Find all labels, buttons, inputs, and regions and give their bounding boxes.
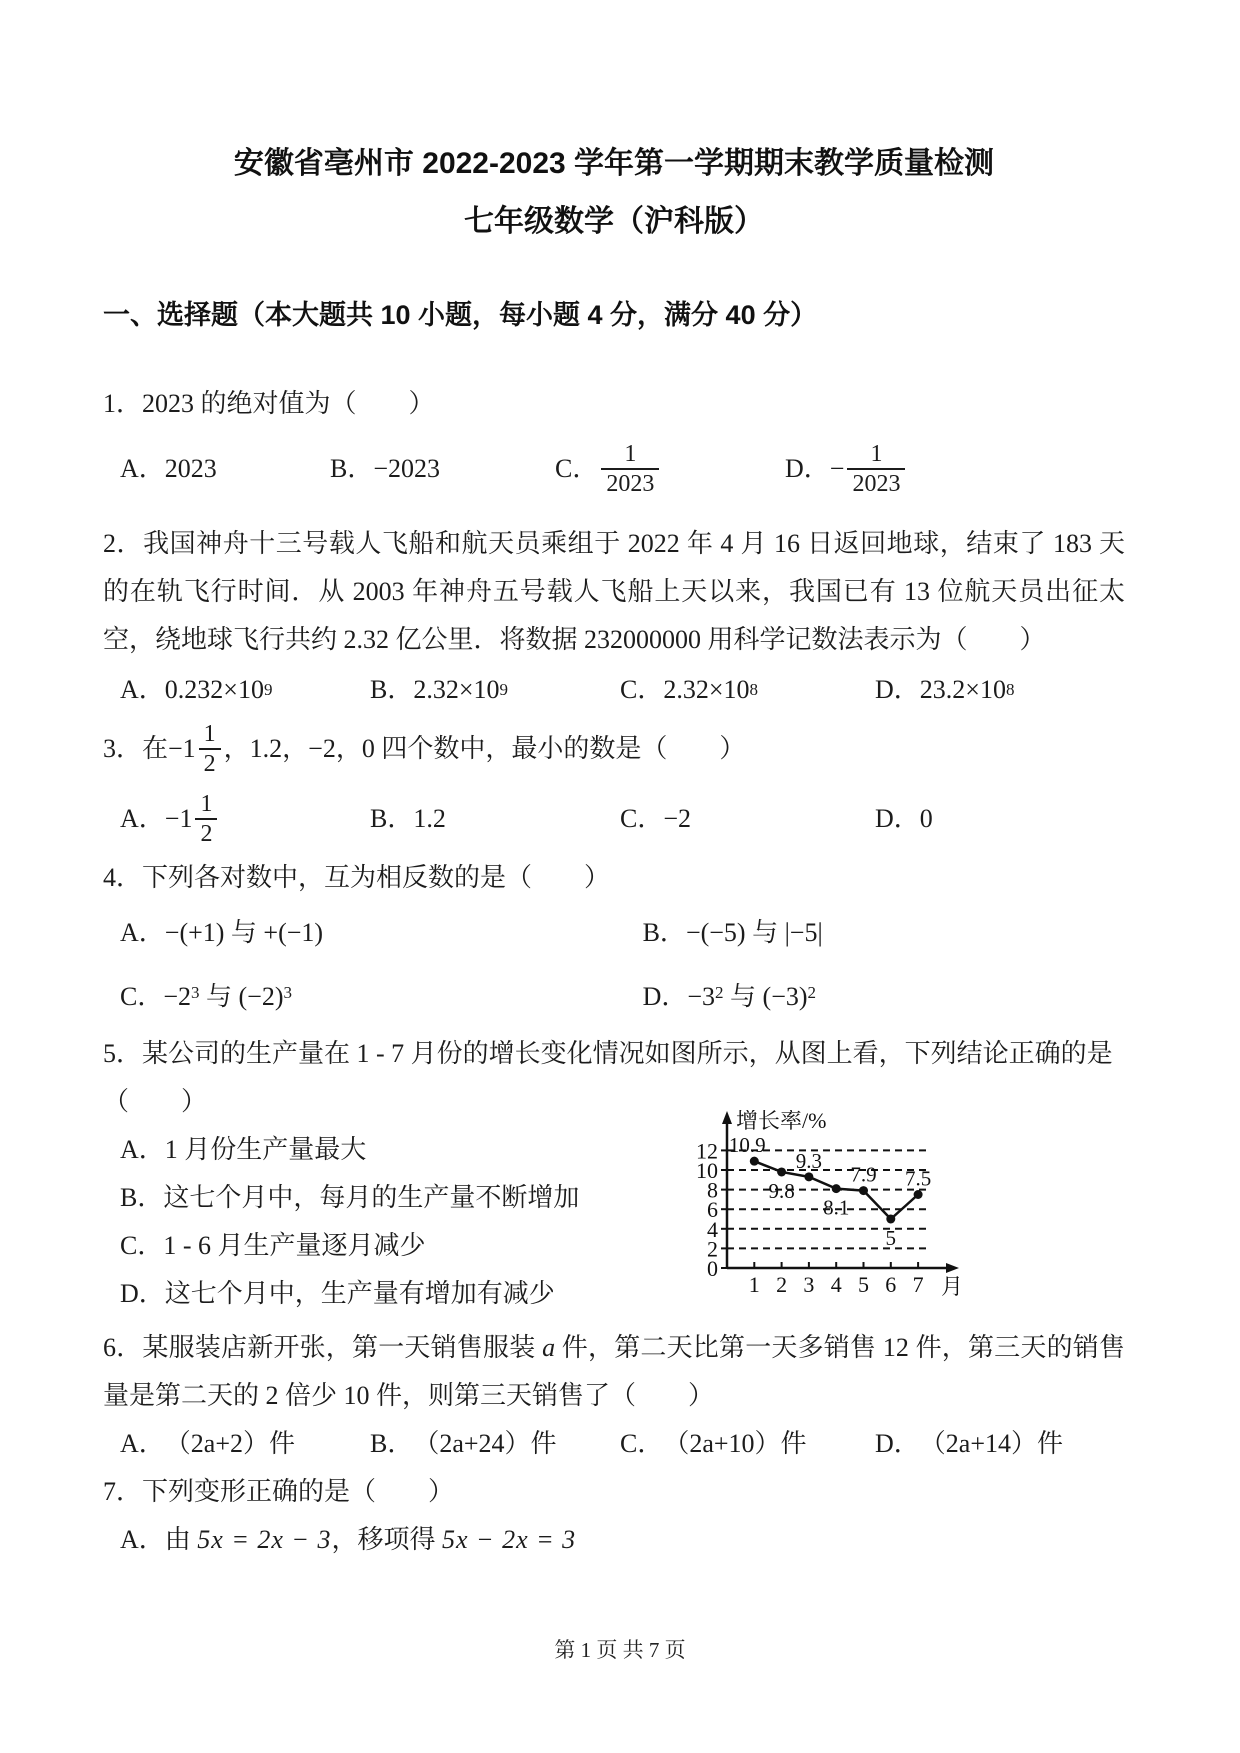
- question-5-options: [103, 1126, 1125, 1318]
- option-4c: C．$-2^3$ 与 $(-2)^3$: [120, 982, 292, 1011]
- svg-text:12: 12: [696, 1138, 718, 1164]
- svg-text:0: 0: [707, 1256, 718, 1281]
- svg-text:7.9: 7.9: [850, 1162, 877, 1187]
- fraction: $\frac{1}{2}$: [195, 790, 217, 848]
- growth-rate-chart: [680, 1110, 970, 1300]
- option-3a: A． −1 $\frac{1}{2}$: [120, 790, 370, 848]
- option-3c: C． −2: [620, 804, 692, 833]
- question-5-paren: （ ）: [103, 1087, 208, 1116]
- option-6c: C． （2a+10）件: [620, 1429, 807, 1458]
- option-5d: D．这七个月中，生产量有增加有减少: [120, 1279, 555, 1308]
- question-4: 4．下列各对数中，互为相反数的是（ ）: [103, 863, 611, 892]
- option-6b: B． （2a+24）件: [370, 1429, 557, 1458]
- section-heading: 一、选择题（本大题共 10 小题，每小题 4 分，满分 40 分）: [103, 300, 818, 330]
- svg-text:6: 6: [707, 1197, 718, 1223]
- question-4-options-row2: [103, 972, 1125, 1022]
- fraction: $\frac{1}{2023}$: [601, 440, 659, 498]
- option-5a: A．1 月份生产量最大: [120, 1135, 367, 1164]
- option-1a: A． 2023: [120, 454, 217, 483]
- svg-text:9.3: 9.3: [795, 1148, 823, 1173]
- svg-text:1: 1: [748, 1272, 760, 1297]
- svg-text:10.9: 10.9: [728, 1133, 766, 1158]
- svg-text:9.8: 9.8: [768, 1178, 795, 1203]
- question-4-options-row1: [103, 908, 1125, 958]
- question-2: 2．我国神舟十三号载人飞船和航天员乘组于 2022 年 4 月 16 日返回地球，结束了 183 天的在轨飞行时间．从 2003 年神舟五号载人飞船上天以来，我国已有 13 位航天员出征太空，绕地球飞行共约 2.32 亿公里．将数据 232000000 用科学记数法表示为（ ）: [103, 529, 1125, 654]
- option-4b: B．−(−5) 与 |−5|: [642, 918, 823, 947]
- question-3: 3．在−1 $\frac{1}{2}$ ，1.2，−2，0 四个数中，最小的数是（ ）: [103, 721, 746, 777]
- question-1-options: [103, 434, 1125, 504]
- question-7: 7．下列变形正确的是（ ）: [103, 1477, 455, 1506]
- svg-text:5: 5: [885, 1226, 897, 1250]
- option-1c: C． $\frac{1}{2023}$: [555, 440, 785, 498]
- option-2b: B． 2.32×10 9: [370, 675, 509, 704]
- svg-text:10: 10: [696, 1158, 718, 1183]
- svg-text:6: 6: [885, 1272, 897, 1297]
- variable-a: a: [542, 1333, 556, 1362]
- question-6: 6．某服装店新开张，第一天销售服装 a 件，第二天比第一天多销售 12 件，第三天的销售量是第二天的 2 倍少 10 件，则第三天销售了（ ）: [103, 1333, 1125, 1410]
- svg-text:2: 2: [707, 1236, 718, 1262]
- question-2-options: [103, 666, 1125, 714]
- svg-text:7.5: 7.5: [904, 1166, 932, 1191]
- option-2c: C． 2.32×10 8: [620, 675, 759, 704]
- page-title: 安徽省亳州市 2022-2023 学年第一学期期末教学质量检测: [233, 147, 995, 180]
- svg-text:5: 5: [858, 1272, 869, 1297]
- svg-text:月: 月: [941, 1274, 964, 1299]
- option-3d: D． 0: [875, 804, 933, 833]
- option-7a: A．由 5x = 2x − 3，移项得 5x − 2x = 3: [120, 1525, 577, 1554]
- equation: 5x − 2x = 3: [441, 1525, 577, 1554]
- svg-text:8.1: 8.1: [823, 1195, 850, 1220]
- svg-text:2: 2: [776, 1272, 788, 1297]
- option-4d: D．$-3^2$ 与 $(-3)^2$: [642, 982, 817, 1011]
- fraction: $\frac{1}{2}$: [199, 720, 221, 778]
- svg-text:4: 4: [830, 1272, 842, 1297]
- option-1b: B． −2023: [330, 454, 441, 483]
- option-3b: B． 1.2: [370, 804, 446, 833]
- question-6-options: [103, 1420, 1125, 1468]
- option-1d: D． − $\frac{1}{2023}$: [785, 440, 1125, 498]
- option-5b: B．这七个月中，每月的生产量不断增加: [120, 1183, 580, 1212]
- svg-text:3: 3: [803, 1272, 815, 1297]
- option-2d: D． 23.2×10 8: [875, 675, 1015, 704]
- fraction: $\frac{1}{2023}$: [847, 440, 905, 498]
- svg-text:增长率/%: 增长率/%: [736, 1110, 827, 1133]
- equation: 5x = 2x − 3: [197, 1525, 332, 1554]
- svg-text:7: 7: [912, 1272, 924, 1297]
- page-subtitle: 七年级数学（沪科版）: [464, 205, 764, 238]
- growth-rate-chart-svg: [680, 1110, 970, 1300]
- question-3-options: [103, 784, 1125, 854]
- option-6a: A． （2a+2）件: [120, 1429, 295, 1458]
- question-5: 5．某公司的生产量在 1 - 7 月份的增长变化情况如图所示，从图上看，下列结论正确的是: [103, 1039, 1113, 1068]
- question-5-block: [103, 1030, 1125, 1318]
- option-6d: D． （2a+14）件: [875, 1429, 1063, 1458]
- question-1: 1．2023 的绝对值为（ ）: [103, 389, 435, 418]
- svg-text:8: 8: [707, 1177, 718, 1203]
- page-footer: 第 1 页 共 7 页: [554, 1638, 686, 1662]
- option-4a: A．−(+1) 与 +(−1): [120, 918, 324, 947]
- option-2a: A． 0.232×10 9: [120, 675, 273, 704]
- option-5c: C．1 - 6 月生产量逐月减少: [120, 1231, 426, 1260]
- svg-text:4: 4: [707, 1216, 718, 1242]
